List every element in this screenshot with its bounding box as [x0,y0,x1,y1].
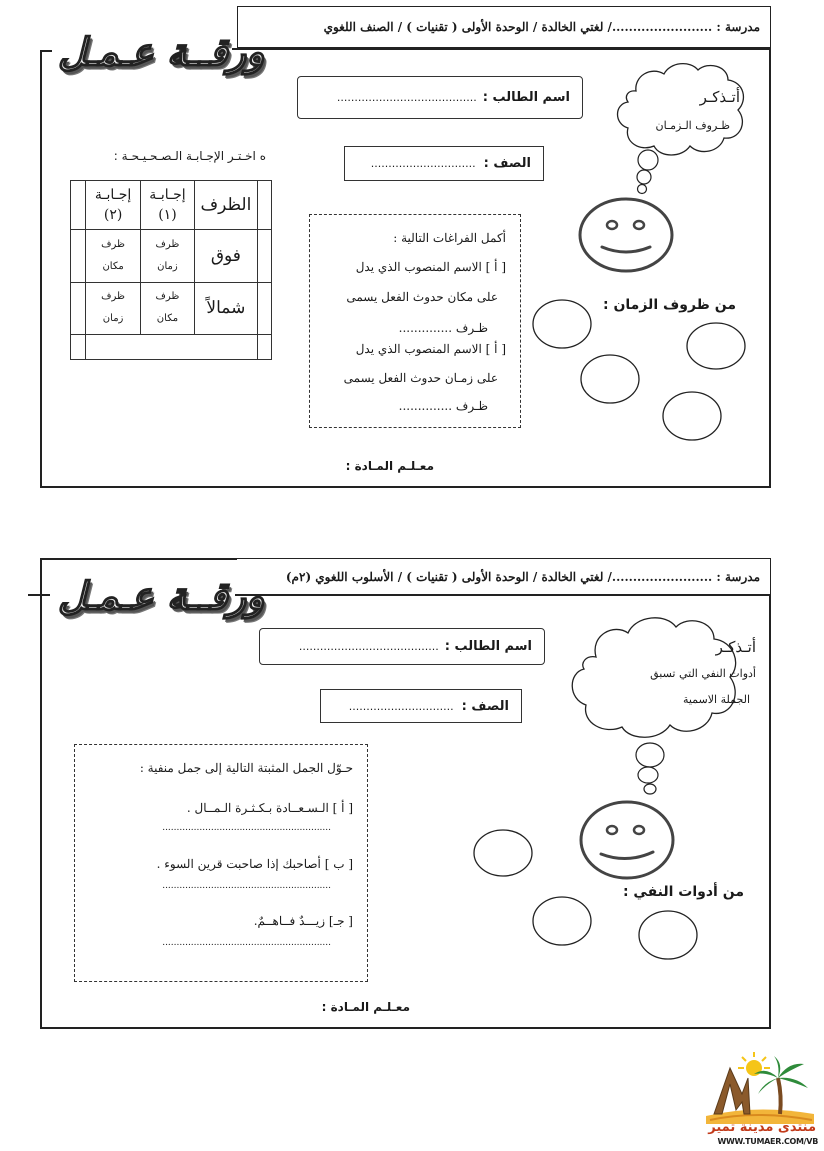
class-dots: .............................. [370,157,476,170]
sheet-header [237,559,770,595]
title-rule-left [28,594,50,596]
answer-circle [533,897,591,945]
student-name-dots: ........................................ [336,91,477,104]
frame-top-left [40,50,52,52]
fill-instruction: أكمل الفراغات التالية : [393,231,506,245]
fill-line: [ أ ] الاسم المنصوب الذي يدل [355,342,506,356]
cloud-line: الجملة الاسمية [682,693,750,706]
teacher-label: معـلـم المـادة : [345,459,434,473]
fill-line: ظـرف .............. [398,321,488,335]
sheet-header [237,6,771,49]
palm-desert-logo-icon [696,1048,822,1126]
table-cell-answer2[interactable]: ظرف مكان [86,230,140,282]
student-name-field[interactable] [297,76,583,119]
class-label: الصف : [483,156,531,171]
time-adverbs-label: من ظروف الزمان : [603,297,736,313]
table-row [71,230,272,282]
fill-line: على زمـان حدوث الفعل يسمى [343,371,498,385]
negation-sentence: [ أ ] الـسـعــادة بـكـثـرة الـمــال . [186,801,353,815]
logo-arabic-text: منتدى مدينة تمير [708,1120,816,1135]
student-name-dots: ........................................ [298,640,439,653]
negation-answer-line[interactable]: ........................................................... [162,881,331,891]
class-dots: .............................. [348,699,454,713]
answer-circle [639,911,697,959]
frame-right [769,48,771,487]
fill-line: [ أ ] الاسم المنصوب الذي يدل [355,260,506,274]
fill-line: ظـرف .............. [398,399,488,413]
student-name-label: اسم الطالب : [444,639,532,654]
cloud-line: أدوات النفي التي تسبق [650,667,756,680]
frame-left [40,50,42,487]
smiley-face-icon [576,195,676,275]
answer-circles [525,295,755,445]
header-text: مدرسة : ......................../ لغتي الخالدة / الوحدة الأولى ( تقنيات ) / الصنف اللغوي [323,20,760,34]
worksheet-title: ورقــة عـمـل [58,574,265,618]
answer-circle [533,300,591,348]
negation-exercise-box [74,744,368,982]
frame-bottom [40,486,771,488]
class-field[interactable] [320,689,522,723]
teacher-label: معـلـم المـادة : [321,1000,410,1014]
negation-sentence: [ ب ] أصاحبك إذا صاحبت قرين السوء . [156,857,353,871]
worksheet-title: ورقــة عـمـل [58,30,265,74]
fill-line: على مكان حدوث الفعل يسمى [346,290,498,304]
student-name-field[interactable] [259,628,545,665]
answer-circle [687,323,745,369]
table-row [71,282,272,334]
negation-answer-line[interactable]: ........................................................... [162,938,331,948]
cloud-line: ظـروف الـزمـان [655,119,730,132]
frame-bottom [40,1027,771,1029]
choose-instruction: ه اخـتـر الإجـابـة الـصـحـيـحـة : [113,149,266,163]
answer-circle [581,355,639,403]
frame-left [40,558,42,1028]
negation-sentence: [ جـ] زيـــدٌ فــاهــمٌ. [253,914,353,928]
table-header-answer2: إجـابـة (٢) [86,181,140,230]
logo-url-text: WWW.TUMAER.COM/VB [717,1137,818,1146]
negation-instruction: حـوّل الجمل المثبتة التالية إلى جمل منفية : [139,761,353,775]
table-cell-word: فوق [195,230,258,282]
answer-circle [663,392,721,440]
table-header-answer1: إجـابـة (١) [140,181,194,230]
table-header-adverb: الظرف [195,181,258,230]
table-cell-answer1[interactable]: ظرف زمان [140,230,194,282]
table-cell-answer1[interactable]: ظرف مكان [140,282,194,334]
cloud-title: أتـذكـر [715,638,756,656]
class-label: الصف : [461,698,509,714]
frame-right [769,558,771,1028]
adverb-table [70,180,272,360]
negation-answer-line[interactable]: ........................................................... [162,823,331,833]
student-name-label: اسم الطالب : [482,90,570,105]
forum-logo [696,1048,822,1148]
fill-blanks-box [309,214,521,428]
class-field[interactable] [344,146,544,181]
negation-tools-label: من أدوات النفي : [622,884,744,900]
header-text: مدرسة : ......................../ لغتي الخالدة / الوحدة الأولى ( تقنيات ) / الأسلوب اللغوي (٢م) [285,569,760,584]
cloud-title: أتـذكـر [699,88,740,106]
table-cell-word: شمالاً [195,282,258,334]
answer-circle [474,830,532,876]
answer-circles [465,825,715,970]
table-cell-answer2[interactable]: ظرف زمان [86,282,140,334]
